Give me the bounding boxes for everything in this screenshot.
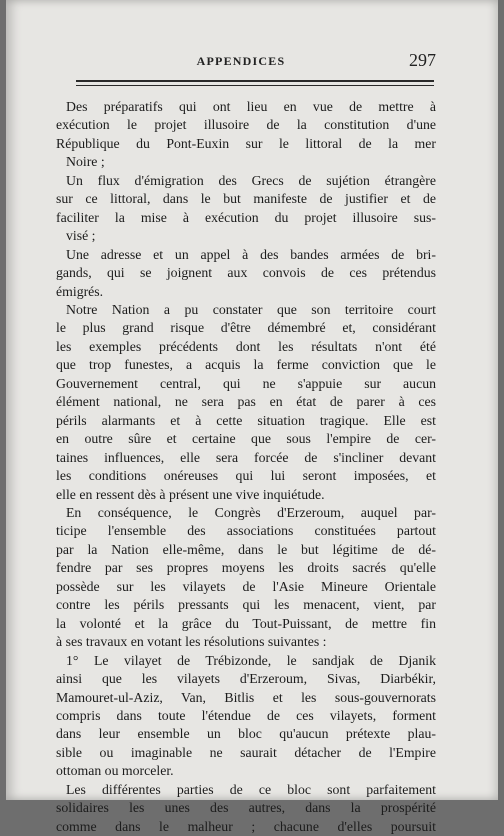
text-line: Noire ;: [66, 154, 105, 170]
header-rule-thin: [76, 85, 434, 86]
text-line: visé ;: [66, 228, 96, 244]
text-line: faciliter la mise à exécution du projet illusoire sus-: [56, 209, 436, 225]
text-line: elle en ressent dès à présent une vive inquiétude.: [56, 486, 325, 502]
text-line: taines influences, elle sera forcée de s'incliner devant: [56, 449, 436, 465]
body-text: [56, 98, 436, 836]
text-line: en outre sûre et certaine que sous l'empire de cer-: [56, 431, 436, 447]
text-line: élément national, ne sera pas en état de parer à ces: [56, 394, 436, 410]
text-line: République du Pont-Euxin sur le littoral de la mer: [56, 135, 436, 151]
text-line: le plus grand risque d'être démembré et, considérant: [56, 320, 436, 336]
text-line: contre les périls pressants qui les menacent, vient, par: [56, 597, 436, 613]
text-line: dans leur ensemble un bloc qu'aucun prétexte plau-: [56, 726, 436, 742]
text-line: fendre par ses propres moyens les droits sacrés qu'elle: [56, 560, 436, 576]
running-head: APPENDICES: [196, 54, 286, 68]
text-line: ainsi que les vilayets d'Erzeroum, Sivas, Diarbékir,: [56, 671, 436, 687]
text-line: 1° Le vilayet de Trébizonde, le sandjak de Djanik: [66, 652, 436, 668]
text-line: sur ce littoral, dans le but manifeste de justifier et de: [56, 191, 436, 207]
text-line: par la Nation elle-même, dans le but légitime de dé-: [56, 541, 436, 557]
text-line: ottoman ou morceler.: [56, 763, 174, 779]
header-rule-thick: [76, 80, 434, 82]
text-line: exécution le projet illusoire de la constitution d'une: [56, 117, 436, 133]
text-line: périls alarmants et à cette situation tragique. Elle est: [56, 412, 436, 428]
text-line: Notre Nation a pu constater que son territoire court: [66, 301, 436, 317]
text-line: gands, qui se joignent aux convois de ces prétendus: [56, 265, 436, 281]
text-line: Mamouret-ul-Aziz, Van, Bitlis et les sous-gouvernorats: [56, 689, 436, 705]
text-line: Gouvernement central, qui ne s'appuie sur aucun: [56, 375, 436, 391]
text-line: à ses travaux en votant les résolutions suivantes :: [56, 634, 327, 650]
page-number: 297: [409, 50, 436, 70]
text-line: En conséquence, le Congrès d'Erzeroum, auquel par-: [66, 504, 436, 520]
text-line: que trop funestes, a acquis la ferme conviction que le: [56, 357, 436, 373]
text-line: les conditions onéreuses qui lui seront imposées, et: [56, 468, 436, 484]
text-line: émigrés.: [56, 283, 104, 299]
text-line: comme dans le malheur ; chacune d'elles poursuit: [56, 818, 436, 834]
text-line: Des préparatifs qui ont lieu en vue de mettre à: [66, 99, 436, 114]
text-line: solidaires les unes des autres, dans la prospérité: [56, 800, 436, 816]
book-page: [6, 0, 498, 834]
page-header: [46, 50, 436, 74]
text-line: compris dans toute l'étendue de ces vilayets, forment: [56, 707, 436, 723]
text-line: ticipe l'ensemble des associations constituées partout: [56, 523, 436, 539]
text-line: Une adresse et un appel à des bandes armées de bri-: [66, 246, 436, 262]
text-line: les exemples précédents dont les résultats n'ont été: [56, 338, 436, 354]
text-line: Un flux d'émigration des Grecs de sujétion étrangère: [66, 172, 436, 188]
text-line: sible ou imaginable ne saurait détacher de l'Empire: [56, 744, 436, 760]
text-line: la volonté et la grâce du Tout-Puissant, de mettre fin: [56, 615, 436, 631]
text-line: Les différentes parties de ce bloc sont parfaitement: [66, 781, 436, 797]
text-line: possède sur les vilayets de l'Asie Mineure Orientale: [56, 578, 436, 594]
